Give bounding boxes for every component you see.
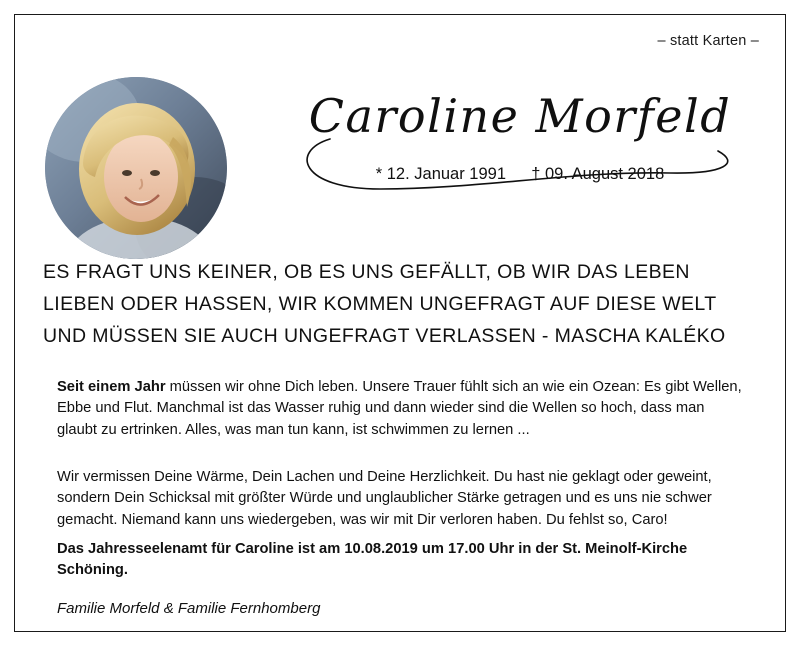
death-date: † 09. August 2018 bbox=[531, 165, 665, 183]
statt-karten-note: – statt Karten – bbox=[657, 33, 759, 49]
memorial-quote: ES FRAGT UNS KEINER, OB ES UNS GEFÄLLT, OB WIR DAS LEBEN LIEBEN ODER HASSEN, WIR KOMMEN UNGEFRAGT AUF DIESE WELT UND MÜSSEN SIE AUCH UNGEFRAGT VERLASSEN - MASCHA KALÉKO bbox=[43, 261, 726, 347]
paragraph-one bbox=[57, 377, 747, 441]
portrait-image bbox=[45, 77, 227, 259]
deceased-name: Caroline Morfeld bbox=[308, 89, 732, 143]
service-announcement: Das Jahresseelenamt für Caroline ist am 10.08.2019 um 17.00 Uhr in der St. Meinolf-Kirche Schöning. bbox=[57, 541, 688, 579]
paragraph-one-rest: müssen wir ohne Dich leben. Unsere Trauer fühlt sich an wie ein Ozean: Es gibt Wellen, Ebbe und Flut. Manchmal ist das Wasser ruhig und dann wieder sind die Wellen so hoch, dass man glaubt zu ertrinken. Alles, was man tun kann, ist schwimmen zu lernen ... bbox=[57, 379, 742, 438]
birth-date: * 12. Januar 1991 bbox=[375, 165, 507, 183]
card-inner bbox=[15, 15, 785, 631]
obituary-card bbox=[14, 14, 786, 632]
family-signature: Familie Morfeld & Familie Fernhomberg bbox=[57, 600, 321, 617]
life-dates bbox=[270, 165, 770, 184]
portrait-photo bbox=[45, 77, 227, 259]
paragraph-two: Wir vermissen Deine Wärme, Dein Lachen und Deine Herzlichkeit. Du hast nie geklagt oder geweint, sondern Dein Schicksal mit größter Würde und unglaublicher Stärke getragen und es uns nie schwer gemacht. Niemand kann uns wiedergeben, was wir mit Dir verloren haben. Du fehlst so, Caro! bbox=[57, 469, 712, 528]
paragraph-one-lead: Seit einem Jahr bbox=[57, 379, 166, 395]
